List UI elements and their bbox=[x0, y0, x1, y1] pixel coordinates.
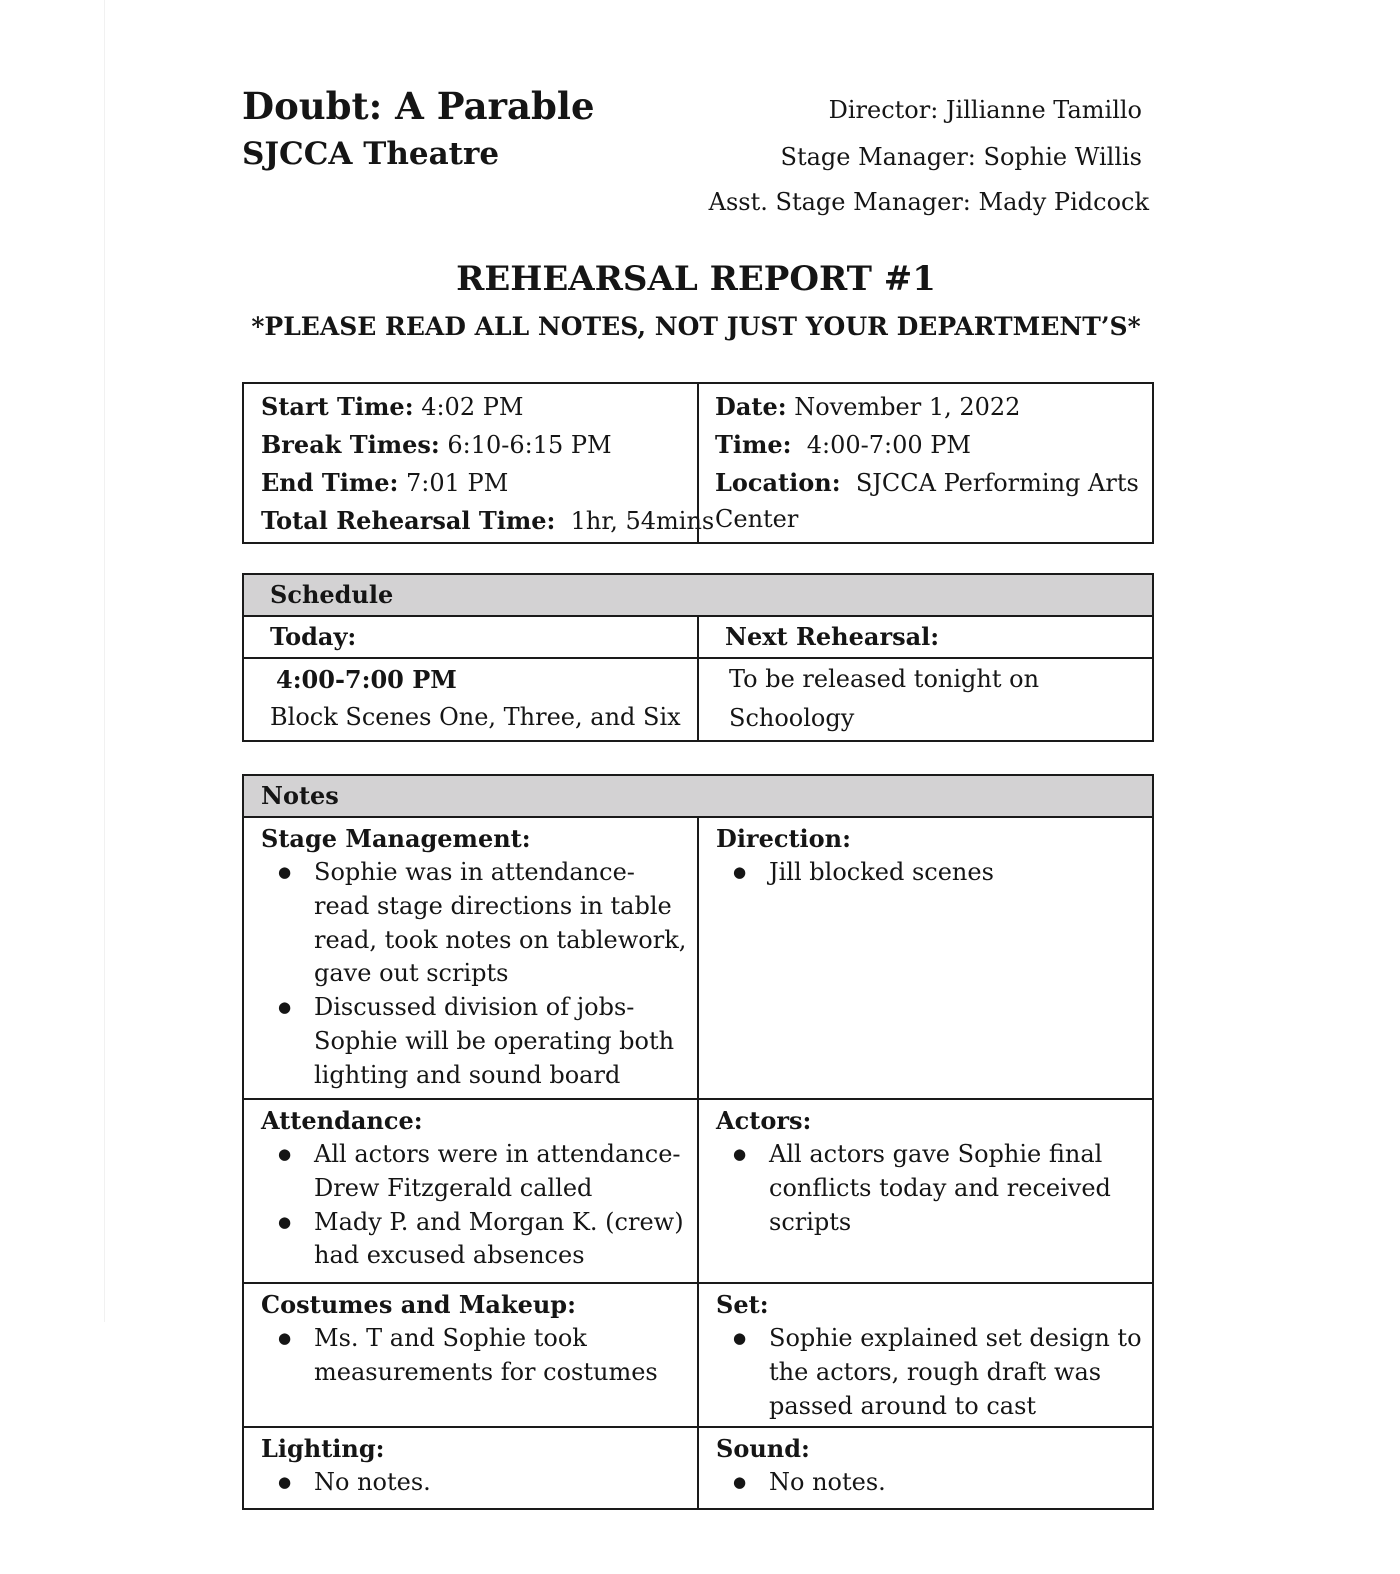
start-time-value: 4:02 PM bbox=[413, 393, 524, 421]
start-time-line bbox=[261, 388, 697, 426]
date-line bbox=[715, 388, 1152, 426]
asst-stage-manager-line: Asst. Stage Manager: Mady Pidcock bbox=[708, 188, 1149, 216]
time-value: 4:00-7:00 PM bbox=[791, 431, 972, 459]
notes-header: Notes bbox=[243, 775, 1153, 817]
actors-title: Actors: bbox=[716, 1106, 812, 1135]
location-label: Location: bbox=[715, 468, 841, 497]
next-rehearsal-label: Next Rehearsal: bbox=[698, 616, 1153, 658]
lighting-cell bbox=[243, 1427, 698, 1509]
list-item: ● Jill blocked scenes bbox=[716, 856, 1144, 890]
costumes-cell bbox=[243, 1283, 698, 1427]
total-time-label: Total Rehearsal Time: bbox=[261, 506, 556, 535]
direction-title: Direction: bbox=[716, 824, 851, 853]
next-rehearsal-description: To be released tonight on Schoology bbox=[729, 665, 1040, 732]
today-label: Today: bbox=[243, 616, 698, 658]
times-left-cell bbox=[243, 383, 715, 543]
costumes-list bbox=[261, 1322, 689, 1390]
date-value: November 1, 2022 bbox=[786, 393, 1021, 421]
end-time-label: End Time: bbox=[261, 468, 399, 497]
report-note: *PLEASE READ ALL NOTES, NOT JUST YOUR DEPARTMENT’S* bbox=[251, 312, 1141, 341]
attendance-title: Attendance: bbox=[261, 1106, 423, 1135]
schedule-table bbox=[242, 573, 1154, 742]
list-item: ● Discussed division of jobs- Sophie will be operating both lighting and sound board bbox=[261, 991, 689, 1092]
location-line bbox=[715, 464, 1152, 502]
today-time: 4:00-7:00 PM bbox=[276, 665, 457, 694]
actors-list bbox=[716, 1138, 1144, 1239]
attendance-cell bbox=[243, 1099, 698, 1283]
stage-management-title: Stage Management: bbox=[261, 824, 531, 853]
start-time-label: Start Time: bbox=[261, 392, 414, 421]
actors-cell bbox=[698, 1099, 1153, 1283]
today-description: Block Scenes One, Three, and Six bbox=[270, 703, 681, 731]
lighting-list bbox=[261, 1466, 689, 1500]
list-item: ● Ms. T and Sophie took measurements for costumes bbox=[261, 1322, 689, 1390]
set-cell bbox=[698, 1283, 1153, 1427]
play-title: Doubt: A Parable bbox=[242, 84, 595, 128]
set-list bbox=[716, 1322, 1144, 1423]
direction-cell bbox=[698, 817, 1153, 1099]
times-table bbox=[242, 382, 1154, 544]
set-title: Set: bbox=[716, 1290, 769, 1319]
total-time-value: 1hr, 54mins bbox=[555, 507, 715, 535]
direction-list bbox=[716, 856, 1144, 890]
times-right-cell bbox=[698, 383, 1153, 543]
list-item: ● All actors were in attendance- Drew Fitzgerald called bbox=[261, 1138, 689, 1206]
list-item: ● No notes. bbox=[261, 1466, 689, 1500]
date-label: Date: bbox=[715, 392, 787, 421]
list-item: ● Mady P. and Morgan K. (crew) had excused absences bbox=[261, 1206, 689, 1274]
location-value-continued: Center bbox=[715, 505, 799, 533]
today-cell bbox=[243, 658, 698, 741]
list-item: ● Sophie explained set design to the actors, rough draft was passed around to cast bbox=[716, 1322, 1144, 1423]
list-item: ● No notes. bbox=[716, 1466, 1144, 1500]
list-item: ● Sophie was in attendance- read stage directions in table read, took notes on tablework, gave out scripts bbox=[261, 856, 689, 991]
attendance-list bbox=[261, 1138, 689, 1273]
location-value: SJCCA Performing Arts bbox=[840, 469, 1139, 497]
end-time-value: 7:01 PM bbox=[398, 469, 509, 497]
total-time-line bbox=[261, 502, 715, 540]
break-times-label: Break Times: bbox=[261, 430, 440, 459]
page-margin bbox=[0, 0, 105, 1322]
lighting-title: Lighting: bbox=[261, 1434, 385, 1463]
stage-manager-line: Stage Manager: Sophie Willis bbox=[780, 143, 1142, 171]
time-label: Time: bbox=[715, 430, 792, 459]
notes-table bbox=[242, 774, 1154, 1510]
schedule-header: Schedule bbox=[243, 574, 1153, 616]
break-times-value: 6:10-6:15 PM bbox=[439, 431, 612, 459]
director-line: Director: Jillianne Tamillo bbox=[828, 96, 1142, 124]
list-item: ● All actors gave Sophie final conflicts today and received scripts bbox=[716, 1138, 1144, 1239]
sound-list bbox=[716, 1466, 1144, 1500]
stage-management-cell bbox=[243, 817, 698, 1099]
next-rehearsal-cell bbox=[698, 658, 1153, 741]
report-title: REHEARSAL REPORT #1 bbox=[456, 259, 936, 299]
costumes-title: Costumes and Makeup: bbox=[261, 1290, 576, 1319]
company-name: SJCCA Theatre bbox=[242, 136, 500, 172]
end-time-line bbox=[261, 464, 697, 502]
sound-cell bbox=[698, 1427, 1153, 1509]
stage-management-list bbox=[261, 856, 689, 1093]
time-line bbox=[715, 426, 1152, 464]
break-times-line bbox=[261, 426, 697, 464]
sound-title: Sound: bbox=[716, 1434, 810, 1463]
